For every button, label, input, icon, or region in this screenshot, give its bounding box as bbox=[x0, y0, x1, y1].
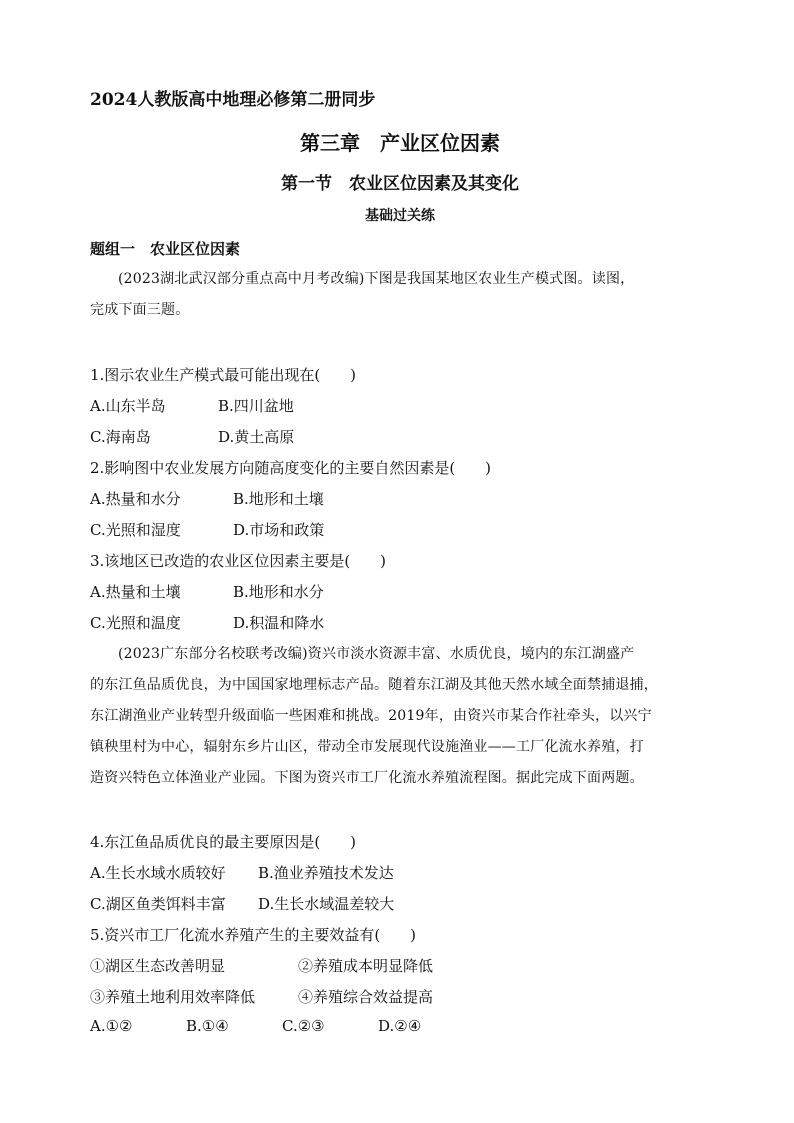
chapter-title: 第三章 产业区位因素 bbox=[300, 131, 500, 155]
q4-option-d: D.生长水域温差较大 bbox=[258, 895, 395, 913]
q3-option-d: D.积温和降水 bbox=[233, 614, 325, 632]
q2-option-b: B.地形和土壤 bbox=[233, 490, 324, 508]
intro1-line: 完成下面三题。 bbox=[90, 302, 190, 318]
q5-statement-1: ①湖区生态改善明显 bbox=[90, 957, 226, 975]
intro2-line: 造资兴特色立体渔业产业园。下图为资兴市工厂化流水养殖流程图。据此完成下面两题。 bbox=[90, 770, 644, 786]
q1-option-c: C.海南岛 bbox=[90, 428, 151, 446]
practice-title: 基础过关练 bbox=[365, 208, 435, 224]
q5-option-a: A.①② bbox=[90, 1017, 133, 1035]
q5-statement-4: ④养殖综合效益提高 bbox=[298, 988, 434, 1006]
intro2-line: 东江湖渔业产业转型升级面临一些困难和挑战。2019年，由资兴市某合作社牵头，以兴宁 bbox=[90, 708, 652, 724]
q2-option-c: C.光照和湿度 bbox=[90, 521, 181, 539]
series-title: 2024人教版高中地理必修第二册同步 bbox=[90, 90, 376, 110]
q5-option-d: D.②④ bbox=[378, 1017, 422, 1035]
q3-option-b: B.地形和水分 bbox=[233, 583, 324, 601]
q4-option-c: C.湖区鱼类饵料丰富 bbox=[90, 895, 226, 913]
question-5-stem: 5.资兴市工厂化流水养殖产生的主要效益有( ) bbox=[90, 926, 417, 944]
question-1-stem: 1.图示农业生产模式最可能出现在( ) bbox=[90, 366, 357, 384]
intro2-line: 镇秧里村为中心，辐射东乡片山区，带动全市发展现代设施渔业——工厂化流水养殖，打 bbox=[90, 739, 644, 755]
intro2-line: 的东江鱼品质优良，为中国国家地理标志产品。随着东江湖及其他天然水域全面禁捕退捕， bbox=[90, 677, 658, 693]
q2-option-a: A.热量和水分 bbox=[90, 490, 181, 508]
q5-option-b: B.①④ bbox=[186, 1017, 229, 1035]
q4-option-a: A.生长水域水质较好 bbox=[90, 864, 226, 882]
q3-option-a: A.热量和土壤 bbox=[90, 583, 181, 601]
intro2-line: (2023广东部分名校联考改编)资兴市淡水资源丰富、水质优良，境内的东江湖盛产 bbox=[118, 646, 635, 662]
intro1-line: (2023湖北武汉部分重点高中月考改编)下图是我国某地区农业生产模式图。读图， bbox=[118, 271, 635, 287]
q5-statement-3: ③养殖土地利用效率降低 bbox=[90, 988, 256, 1006]
section-title: 第一节 农业区位因素及其变化 bbox=[281, 174, 519, 194]
q5-option-c: C.②③ bbox=[282, 1017, 325, 1035]
q1-option-b: B.四川盆地 bbox=[218, 397, 294, 415]
q1-option-a: A.山东半岛 bbox=[90, 397, 166, 415]
q3-option-c: C.光照和温度 bbox=[90, 614, 181, 632]
q4-option-b: B.渔业养殖技术发达 bbox=[258, 864, 394, 882]
q5-statement-2: ②养殖成本明显降低 bbox=[298, 957, 434, 975]
q1-option-d: D.黄土高原 bbox=[218, 428, 295, 446]
question-2-stem: 2.影响图中农业发展方向随高度变化的主要自然因素是( ) bbox=[90, 459, 492, 477]
question-3-stem: 3.该地区已改造的农业区位因素主要是( ) bbox=[90, 552, 387, 570]
group-title: 题组一 农业区位因素 bbox=[90, 240, 241, 258]
q2-option-d: D.市场和政策 bbox=[233, 521, 325, 539]
question-4-stem: 4.东江鱼品质优良的最主要原因是( ) bbox=[90, 833, 357, 851]
